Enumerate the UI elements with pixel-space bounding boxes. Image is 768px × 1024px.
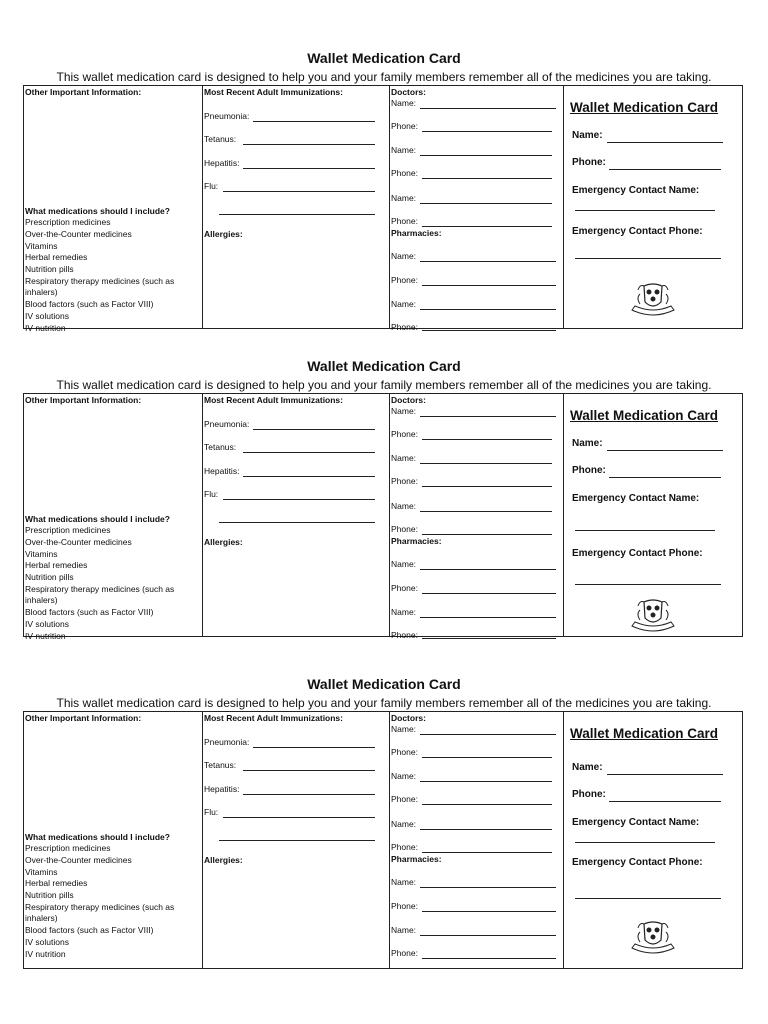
doctors-header: Doctors: [391, 713, 426, 723]
doctor-name-label: Name: [391, 724, 417, 734]
list-item: IV solutions [25, 936, 69, 947]
doctor-phone-field[interactable] [422, 486, 552, 487]
emergency-name-label: Emergency Contact Name: [572, 185, 700, 196]
medications-question: What medications should I include? [25, 832, 170, 842]
list-item: Blood factors (such as Factor VIII) [25, 924, 154, 935]
list-item: Vitamins [25, 866, 58, 877]
flu-label: Flu: [204, 489, 219, 499]
pneumonia-label: Pneumonia: [204, 737, 250, 747]
doctor-phone-label: Phone: [391, 747, 418, 757]
wallet-card-title: Wallet Medication Card [570, 408, 719, 423]
doctor-phone-field[interactable] [422, 178, 552, 179]
doctor-phone-label: Phone: [391, 794, 418, 804]
emergency-phone-label: Emergency Contact Phone: [572, 226, 703, 237]
allergies-label: Allergies: [204, 537, 243, 547]
pharmacy-name-field[interactable] [420, 935, 556, 936]
list-item: Nutrition pills [25, 890, 74, 901]
pharmacy-phone-label: Phone: [391, 948, 418, 958]
pharmacy-phone-label: Phone: [391, 630, 418, 640]
immunizations-header: Most Recent Adult Immunizations: [204, 713, 343, 723]
other-info-column [24, 712, 203, 968]
emergency-name-label: Emergency Contact Name: [572, 817, 700, 828]
pharmacy-phone-field[interactable] [422, 593, 556, 594]
hepatitis-label: Hepatitis: [204, 158, 240, 168]
list-item: IV nutrition [25, 630, 66, 641]
doctor-name-field[interactable] [420, 829, 552, 830]
state-seal-icon [628, 278, 678, 320]
allergies-label: Allergies: [204, 229, 243, 239]
doctor-name-label: Name: [391, 771, 417, 781]
state-seal-icon [628, 594, 678, 636]
emergency-phone-field[interactable] [575, 584, 721, 585]
doctor-phone-label: Phone: [391, 476, 418, 486]
immunizations-header: Most Recent Adult Immunizations: [204, 87, 343, 97]
flu-label: Flu: [204, 807, 219, 817]
holder-name-label: Name: [572, 438, 603, 449]
list-item: IV nutrition [25, 948, 66, 959]
immunizations-column [203, 86, 390, 328]
list-item: Vitamins [25, 548, 58, 559]
list-item: Herbal remedies [25, 252, 88, 263]
pharmacy-name-field[interactable] [420, 309, 556, 310]
doctor-name-label: Name: [391, 193, 417, 203]
pharmacy-phone-label: Phone: [391, 322, 418, 332]
medications-list [25, 525, 201, 642]
list-item: IV solutions [25, 310, 69, 321]
emergency-phone-label: Emergency Contact Phone: [572, 548, 703, 559]
pharmacy-phone-field[interactable] [422, 330, 556, 331]
medications-question: What medications should I include? [25, 206, 170, 216]
doctor-phone-label: Phone: [391, 842, 418, 852]
medications-question: What medications should I include? [25, 514, 170, 524]
tetanus-field[interactable] [243, 770, 375, 771]
emergency-name-field[interactable] [575, 842, 715, 843]
doctor-phone-field[interactable] [422, 804, 552, 805]
pharmacy-name-label: Name: [391, 607, 417, 617]
list-item: Over-the-Counter medicines [25, 228, 132, 239]
flu-field[interactable] [223, 499, 375, 500]
doctor-phone-label: Phone: [391, 121, 418, 131]
emergency-phone-field[interactable] [575, 258, 721, 259]
wallet-card-front [564, 86, 742, 328]
doctors-header: Doctors: [391, 395, 426, 405]
list-item: IV nutrition [25, 322, 66, 333]
doctor-phone-label: Phone: [391, 524, 418, 534]
holder-name-label: Name: [572, 130, 603, 141]
emergency-phone-label: Emergency Contact Phone: [572, 857, 703, 868]
other-info-column [24, 394, 203, 641]
pharmacy-name-field[interactable] [420, 261, 556, 262]
wallet-card-front [564, 712, 742, 968]
doctor-phone-label: Phone: [391, 168, 418, 178]
pharmacy-name-label: Name: [391, 251, 417, 261]
wallet-card [23, 85, 743, 333]
flu-field-extra[interactable] [219, 522, 375, 523]
holder-name-label: Name: [572, 762, 603, 773]
doctor-name-label: Name: [391, 819, 417, 829]
allergies-label: Allergies: [204, 855, 243, 865]
emergency-phone-field[interactable] [575, 898, 721, 899]
pharmacy-name-label: Name: [391, 299, 417, 309]
doctors-pharmacies-column [390, 86, 564, 332]
emergency-name-label: Emergency Contact Name: [572, 493, 700, 504]
card-title: Wallet Medication Card [307, 358, 461, 374]
doctor-name-field[interactable] [420, 463, 552, 464]
tetanus-field[interactable] [243, 452, 375, 453]
list-item: Vitamins [25, 240, 58, 251]
pharmacy-name-label: Name: [391, 925, 417, 935]
list-item: Herbal remedies [25, 878, 88, 889]
tetanus-label: Tetanus: [204, 134, 237, 144]
pneumonia-label: Pneumonia: [204, 111, 250, 121]
doctor-phone-field[interactable] [422, 852, 552, 853]
pharmacy-name-label: Name: [391, 877, 417, 887]
immunizations-column [203, 394, 390, 636]
list-item: Blood factors (such as Factor VIII) [25, 606, 154, 617]
doctor-name-label: Name: [391, 145, 417, 155]
medications-list [25, 843, 201, 960]
pharmacy-phone-field[interactable] [422, 638, 556, 639]
doctor-phone-field[interactable] [422, 757, 552, 758]
card-subtitle: This wallet medication card is designed to help you and your family members remember all of the medicines you are taking. [56, 696, 712, 710]
doctors-pharmacies-column [390, 712, 564, 968]
hepatitis-label: Hepatitis: [204, 784, 240, 794]
pharmacies-header: Pharmacies: [391, 536, 442, 546]
list-item: Over-the-Counter medicines [25, 536, 132, 547]
emergency-name-field[interactable] [575, 210, 715, 211]
immunizations-header: Most Recent Adult Immunizations: [204, 395, 343, 405]
card-subtitle: This wallet medication card is designed to help you and your family members remember all of the medicines you are taking. [56, 70, 712, 84]
other-info-header: Other Important Information: [25, 395, 142, 405]
list-item: Respiratory therapy medicines (such as inhalers) [25, 583, 175, 606]
flu-field[interactable] [223, 817, 375, 818]
holder-phone-label: Phone: [572, 789, 606, 800]
card-subtitle: This wallet medication card is designed to help you and your family members remember all of the medicines you are taking. [56, 378, 712, 392]
pharmacy-name-field[interactable] [420, 887, 556, 888]
pharmacy-phone-field[interactable] [422, 958, 556, 959]
wallet-card-title: Wallet Medication Card [570, 100, 719, 115]
doctor-name-label: Name: [391, 453, 417, 463]
medications-list [25, 217, 201, 334]
holder-phone-field[interactable] [609, 477, 721, 478]
pharmacies-header: Pharmacies: [391, 228, 442, 238]
tetanus-label: Tetanus: [204, 442, 237, 452]
list-item: Nutrition pills [25, 264, 74, 275]
pneumonia-field[interactable] [253, 121, 375, 122]
doctor-phone-field[interactable] [422, 439, 552, 440]
card-block-3 [0, 674, 768, 974]
flu-field-extra[interactable] [219, 840, 375, 841]
pharmacy-name-field[interactable] [420, 569, 556, 570]
doctor-phone-field[interactable] [422, 534, 552, 535]
doctor-name-field[interactable] [420, 781, 552, 782]
wallet-card [23, 393, 743, 641]
state-seal-icon [628, 916, 678, 958]
holder-name-field[interactable] [607, 450, 723, 451]
list-item: Prescription medicines [25, 525, 111, 535]
hepatitis-field[interactable] [243, 168, 375, 169]
pharmacy-phone-label: Phone: [391, 901, 418, 911]
other-info-header: Other Important Information: [25, 713, 142, 723]
pharmacy-phone-label: Phone: [391, 583, 418, 593]
doctor-phone-label: Phone: [391, 429, 418, 439]
pharmacy-phone-field[interactable] [422, 911, 556, 912]
pharmacy-name-label: Name: [391, 559, 417, 569]
holder-phone-label: Phone: [572, 157, 606, 168]
card-title: Wallet Medication Card [307, 50, 461, 66]
flu-field[interactable] [223, 191, 375, 192]
flu-label: Flu: [204, 181, 219, 191]
list-item: Over-the-Counter medicines [25, 854, 132, 865]
pharmacy-phone-field[interactable] [422, 285, 556, 286]
doctor-phone-label: Phone: [391, 216, 418, 226]
doctor-name-field[interactable] [420, 511, 552, 512]
pharmacy-name-field[interactable] [420, 617, 556, 618]
tetanus-field[interactable] [243, 144, 375, 145]
pneumonia-field[interactable] [253, 747, 375, 748]
holder-name-field[interactable] [607, 774, 723, 775]
flu-field-extra[interactable] [219, 214, 375, 215]
list-item: Respiratory therapy medicines (such as inhalers) [25, 901, 175, 924]
hepatitis-label: Hepatitis: [204, 466, 240, 476]
doctor-phone-field[interactable] [422, 226, 552, 227]
doctor-name-field[interactable] [420, 203, 552, 204]
doctor-name-label: Name: [391, 98, 417, 108]
wallet-card-title: Wallet Medication Card [570, 726, 719, 741]
doctor-name-field[interactable] [420, 734, 556, 735]
list-item: Nutrition pills [25, 572, 74, 583]
doctor-name-label: Name: [391, 406, 417, 416]
doctor-name-label: Name: [391, 501, 417, 511]
immunizations-column [203, 712, 390, 968]
pharmacy-phone-label: Phone: [391, 275, 418, 285]
doctor-name-field[interactable] [420, 108, 556, 109]
list-item: Prescription medicines [25, 843, 111, 853]
list-item: Respiratory therapy medicines (such as inhalers) [25, 275, 175, 298]
list-item: IV solutions [25, 618, 69, 629]
holder-name-field[interactable] [607, 142, 723, 143]
emergency-name-field[interactable] [575, 530, 715, 531]
pneumonia-label: Pneumonia: [204, 419, 250, 429]
holder-phone-label: Phone: [572, 465, 606, 476]
holder-phone-field[interactable] [609, 169, 721, 170]
doctor-name-field[interactable] [420, 416, 556, 417]
doctors-header: Doctors: [391, 87, 426, 97]
card-block-1 [0, 48, 768, 348]
doctor-name-field[interactable] [420, 155, 552, 156]
tetanus-label: Tetanus: [204, 760, 237, 770]
hepatitis-field[interactable] [243, 476, 375, 477]
other-info-column [24, 86, 203, 333]
pneumonia-field[interactable] [253, 429, 375, 430]
doctor-phone-field[interactable] [422, 131, 552, 132]
holder-phone-field[interactable] [609, 801, 721, 802]
other-info-header: Other Important Information: [25, 87, 142, 97]
hepatitis-field[interactable] [243, 794, 375, 795]
list-item: Herbal remedies [25, 560, 88, 571]
list-item: Prescription medicines [25, 217, 111, 227]
card-block-2 [0, 356, 768, 656]
pharmacies-header: Pharmacies: [391, 854, 442, 864]
wallet-card-front [564, 394, 742, 636]
wallet-card [23, 711, 743, 969]
doctors-pharmacies-column [390, 394, 564, 640]
card-title: Wallet Medication Card [307, 676, 461, 692]
list-item: Blood factors (such as Factor VIII) [25, 298, 154, 309]
